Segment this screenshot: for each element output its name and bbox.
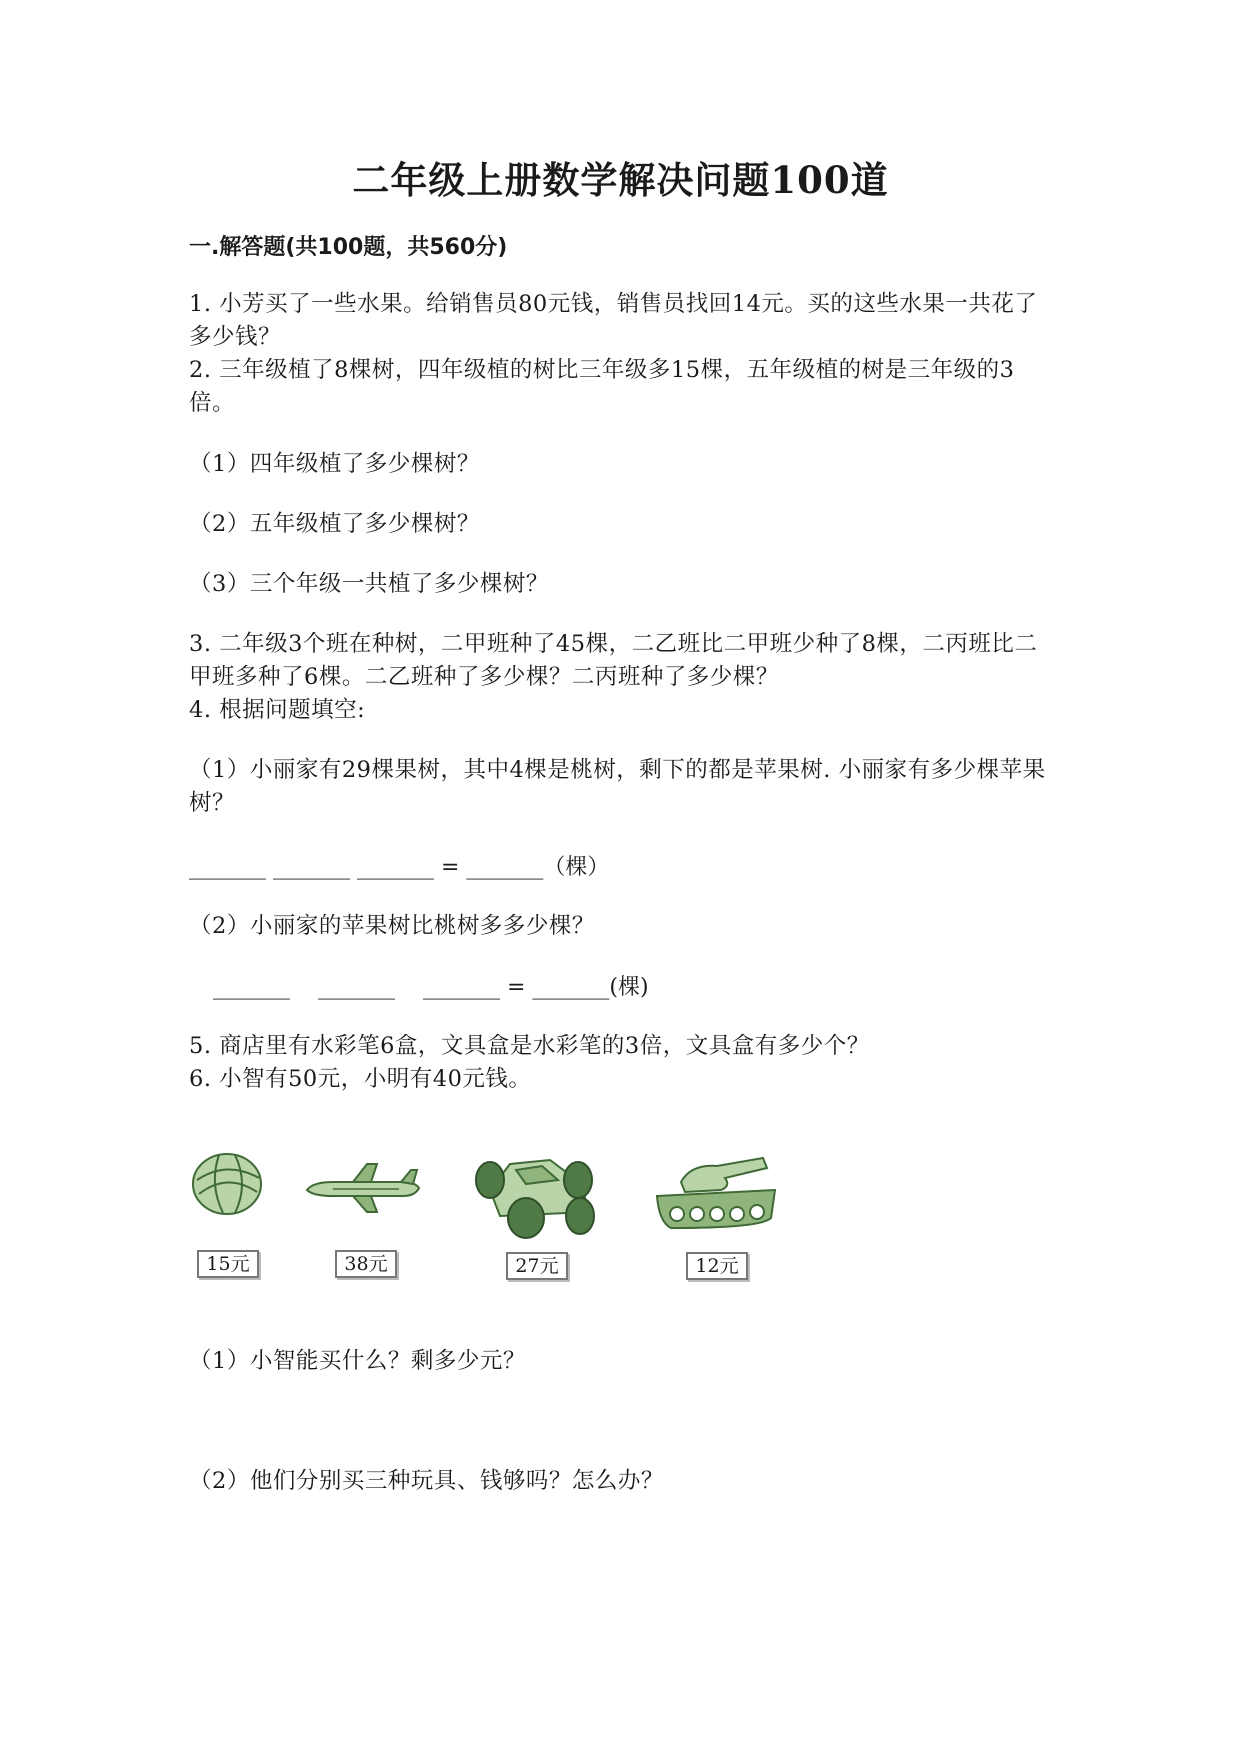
question-4-part-2: （2）小丽家的苹果树比桃树多多少棵？	[189, 913, 595, 939]
question-4: 4. 根据问题填空:	[189, 697, 366, 723]
question-4-part-1: （1）小丽家有29棵果树，其中4棵是桃树，剩下的都是苹果树. 小丽家有多少棵苹果树？	[189, 757, 1046, 816]
question-1: 1. 小芳买了一些水果。给销售员80元钱，销售员找回14元。买的这些水果一共花了多少钱？	[189, 291, 1038, 350]
question-3: 3. 二年级3个班在种树，二甲班种了45棵，二乙班比二甲班少种了8棵，二丙班比二甲班多种了6棵。二乙班种了多少棵？二丙班种了多少棵？	[189, 631, 1038, 690]
tank-icon	[651, 1156, 781, 1234]
question-6: 6. 小智有50元，小明有40元钱。	[189, 1066, 532, 1092]
question-5: 5. 商店里有水彩笔6盒，文具盒是水彩笔的3倍，文具盒有多少个？	[189, 1033, 870, 1059]
page-title: 二年级上册数学解决问题100道	[352, 158, 889, 202]
price-tag-tank: 12元	[686, 1252, 748, 1280]
question-2-part-3: （3）三个年级一共植了多少棵树？	[189, 571, 549, 597]
car-icon	[470, 1150, 600, 1240]
answer-blank-row-2[interactable]: _______ _______ _______ = _______(棵)	[213, 975, 649, 1000]
toy-price-illustration	[185, 1150, 805, 1300]
question-6-part-1: （1）小智能买什么？剩多少元？	[189, 1348, 526, 1374]
question-2: 2. 三年级植了8棵树，四年级植的树比三年级多15棵，五年级植的树是三年级的3倍。	[189, 357, 1015, 416]
price-tag-car: 27元	[506, 1252, 568, 1280]
price-tag-ball: 15元	[197, 1250, 259, 1278]
ball-icon	[189, 1150, 265, 1218]
plane-icon	[303, 1162, 423, 1214]
question-2-part-1: （1）四年级植了多少棵树？	[189, 451, 480, 477]
section-heading: 一.解答题(共100题，共560分)	[189, 235, 508, 260]
answer-blank-row-1[interactable]: _______ _______ _______ = _______（棵）	[189, 855, 610, 880]
question-6-part-2: （2）他们分别买三种玩具、钱够吗？怎么办？	[189, 1468, 664, 1494]
price-tag-plane: 38元	[335, 1250, 397, 1278]
question-2-part-2: （2）五年级植了多少棵树？	[189, 511, 480, 537]
